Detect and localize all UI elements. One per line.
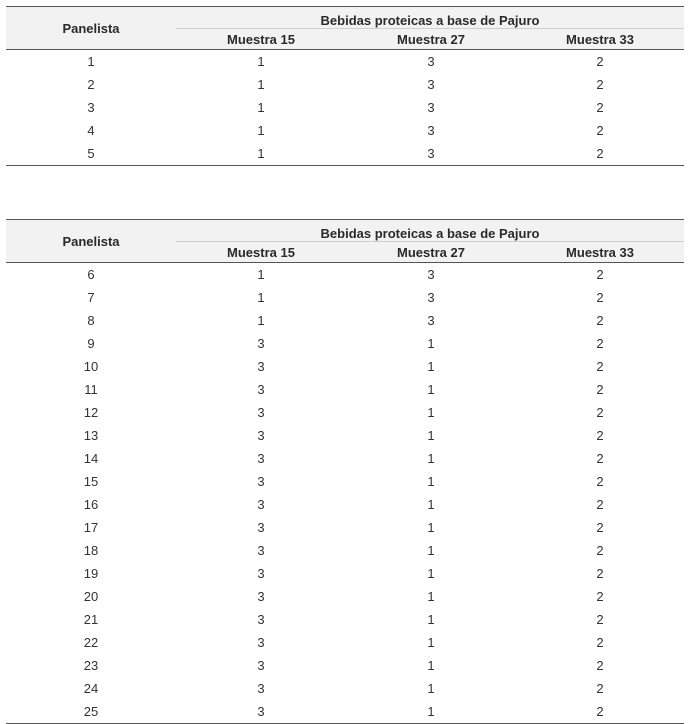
column-header-muestra-15: Muestra 15 <box>176 242 346 263</box>
ranking-table-2 <box>6 219 684 724</box>
panelista-cell: 8 <box>87 313 95 328</box>
muestra-33-cell: 2 <box>596 635 604 650</box>
muestra-15-cell: 1 <box>257 54 265 69</box>
table-row <box>6 355 684 378</box>
panelista-cell: 15 <box>83 474 99 489</box>
panelista-cell: 25 <box>6 700 176 724</box>
panelista-cell: 11 <box>84 382 98 397</box>
muestra-27-cell: 1 <box>427 566 435 581</box>
muestra-33-cell: 2 <box>596 543 604 558</box>
muestra-27-cell: 1 <box>427 474 435 489</box>
table-body <box>6 50 684 166</box>
muestra-15-cell: 3 <box>257 543 265 558</box>
muestra-33-cell: 2 <box>596 267 604 282</box>
muestra-33-cell: 2 <box>596 658 604 673</box>
muestra-33-cell: 2 <box>516 700 684 724</box>
table-body <box>6 263 684 724</box>
panelista-cell: 6 <box>87 267 95 282</box>
panelista-cell: 12 <box>83 405 99 420</box>
muestra-33-cell: 2 <box>596 566 604 581</box>
table-row <box>6 539 684 562</box>
muestra-15-cell: 1 <box>257 267 265 282</box>
muestra-15-cell: 3 <box>257 428 265 443</box>
muestra-15-cell: 1 <box>257 77 265 92</box>
muestra-33-cell: 2 <box>596 681 604 696</box>
table-row <box>6 286 684 309</box>
muestra-27-cell: 1 <box>427 635 435 650</box>
muestra-33-cell: 2 <box>596 77 604 92</box>
muestra-27-cell: 1 <box>427 428 435 443</box>
muestra-33-cell: 2 <box>596 520 604 535</box>
muestra-15-cell: 3 <box>257 474 265 489</box>
muestra-33-cell: 2 <box>596 382 604 397</box>
muestra-27-cell: 3 <box>427 54 435 69</box>
panelista-cell: 2 <box>87 77 95 92</box>
table-row <box>6 142 684 166</box>
table-row <box>6 73 684 96</box>
muestra-15-cell: 1 <box>257 313 265 328</box>
table-row <box>6 263 684 287</box>
muestra-27-cell: 3 <box>346 142 516 166</box>
ranking-table-1 <box>6 6 684 166</box>
column-header-muestra-33: Muestra 33 <box>516 242 684 263</box>
muestra-15-cell: 3 <box>257 681 265 696</box>
table-row <box>6 585 684 608</box>
muestra-33-cell: 2 <box>596 612 604 627</box>
table-row <box>6 470 684 493</box>
muestra-33-cell: 2 <box>596 54 604 69</box>
table-row <box>6 119 684 142</box>
table-row <box>6 700 684 724</box>
muestra-33-cell: 2 <box>596 123 604 138</box>
column-header-muestra-27: Muestra 27 <box>346 242 516 263</box>
panelista-cell: 14 <box>83 451 99 466</box>
panelista-cell: 9 <box>87 336 95 351</box>
table-row <box>6 332 684 355</box>
muestra-15-cell: 3 <box>257 658 265 673</box>
panelista-cell: 1 <box>87 54 95 69</box>
muestra-15-cell: 1 <box>176 142 346 166</box>
muestra-15-cell: 3 <box>257 520 265 535</box>
group-header <box>176 7 684 30</box>
muestra-27-cell: 1 <box>427 520 435 535</box>
panelista-cell: 17 <box>83 520 99 535</box>
column-header-muestra-27: Muestra 27 <box>346 29 516 50</box>
panelista-cell: 7 <box>87 290 95 305</box>
panelista-cell: 21 <box>83 612 99 627</box>
panelista-cell: 3 <box>87 100 95 115</box>
table-row <box>6 562 684 585</box>
muestra-15-cell: 3 <box>257 405 265 420</box>
table-row <box>6 654 684 677</box>
muestra-27-cell: 1 <box>427 497 435 512</box>
muestra-15-cell: 3 <box>257 589 265 604</box>
table-row <box>6 493 684 516</box>
muestra-33-cell: 2 <box>596 497 604 512</box>
group-header <box>176 220 684 243</box>
muestra-27-cell: 3 <box>427 290 435 305</box>
muestra-33-cell: 2 <box>596 474 604 489</box>
table-header <box>6 7 684 50</box>
group-header-label: Bebidas proteicas a base de Pajuro <box>320 226 540 241</box>
muestra-15-cell: 3 <box>257 336 265 351</box>
muestra-15-cell: 1 <box>257 123 265 138</box>
panelista-cell: 20 <box>83 589 99 604</box>
muestra-27-cell: 3 <box>427 313 435 328</box>
muestra-15-cell: 3 <box>257 451 265 466</box>
muestra-33-cell: 2 <box>596 290 604 305</box>
table-row <box>6 677 684 700</box>
muestra-15-cell: 1 <box>257 100 265 115</box>
panelista-header: Panelista <box>6 7 176 50</box>
panelista-cell: 22 <box>83 635 99 650</box>
muestra-15-cell: 3 <box>257 497 265 512</box>
table-header <box>6 220 684 263</box>
panelista-header: Panelista <box>6 220 176 263</box>
muestra-27-cell: 1 <box>427 451 435 466</box>
muestra-27-cell: 3 <box>427 267 435 282</box>
muestra-27-cell: 1 <box>427 336 435 351</box>
panelista-cell: 13 <box>83 428 99 443</box>
table-row <box>6 50 684 74</box>
muestra-15-cell: 3 <box>257 635 265 650</box>
panelista-cell: 5 <box>6 142 176 166</box>
table-row <box>6 424 684 447</box>
panelista-cell: 23 <box>83 658 99 673</box>
muestra-27-cell: 3 <box>427 123 435 138</box>
panelista-cell: 4 <box>87 123 95 138</box>
panelista-cell: 16 <box>83 497 99 512</box>
muestra-27-cell: 1 <box>427 382 435 397</box>
table-row <box>6 608 684 631</box>
muestra-27-cell: 1 <box>427 612 435 627</box>
panelista-cell: 10 <box>83 359 99 374</box>
muestra-33-cell: 2 <box>596 100 604 115</box>
column-header-muestra-15: Muestra 15 <box>176 29 346 50</box>
muestra-33-cell: 2 <box>596 359 604 374</box>
muestra-27-cell: 1 <box>427 681 435 696</box>
table-row <box>6 309 684 332</box>
muestra-33-cell: 2 <box>596 428 604 443</box>
panelista-cell: 18 <box>83 543 99 558</box>
muestra-33-cell: 2 <box>596 313 604 328</box>
table-row <box>6 401 684 424</box>
muestra-27-cell: 1 <box>427 543 435 558</box>
muestra-15-cell: 3 <box>257 612 265 627</box>
muestra-15-cell: 3 <box>257 382 265 397</box>
muestra-27-cell: 1 <box>427 359 435 374</box>
table-row <box>6 516 684 539</box>
muestra-27-cell: 1 <box>427 405 435 420</box>
muestra-15-cell: 3 <box>257 566 265 581</box>
muestra-33-cell: 2 <box>596 336 604 351</box>
muestra-33-cell: 2 <box>596 451 604 466</box>
muestra-15-cell: 3 <box>176 700 346 724</box>
muestra-27-cell: 1 <box>427 589 435 604</box>
muestra-15-cell: 3 <box>257 359 265 374</box>
table-row <box>6 96 684 119</box>
muestra-33-cell: 2 <box>596 405 604 420</box>
table-row <box>6 631 684 654</box>
muestra-33-cell: 2 <box>516 142 684 166</box>
muestra-27-cell: 3 <box>427 77 435 92</box>
group-header-label: Bebidas proteicas a base de Pajuro <box>320 13 540 28</box>
muestra-33-cell: 2 <box>596 589 604 604</box>
panelista-cell: 24 <box>83 681 99 696</box>
panelista-cell: 19 <box>83 566 99 581</box>
muestra-27-cell: 1 <box>427 658 435 673</box>
muestra-27-cell: 1 <box>346 700 516 724</box>
table-row <box>6 447 684 470</box>
muestra-15-cell: 1 <box>257 290 265 305</box>
column-header-muestra-33: Muestra 33 <box>516 29 684 50</box>
table-row <box>6 378 684 401</box>
muestra-27-cell: 3 <box>427 100 435 115</box>
